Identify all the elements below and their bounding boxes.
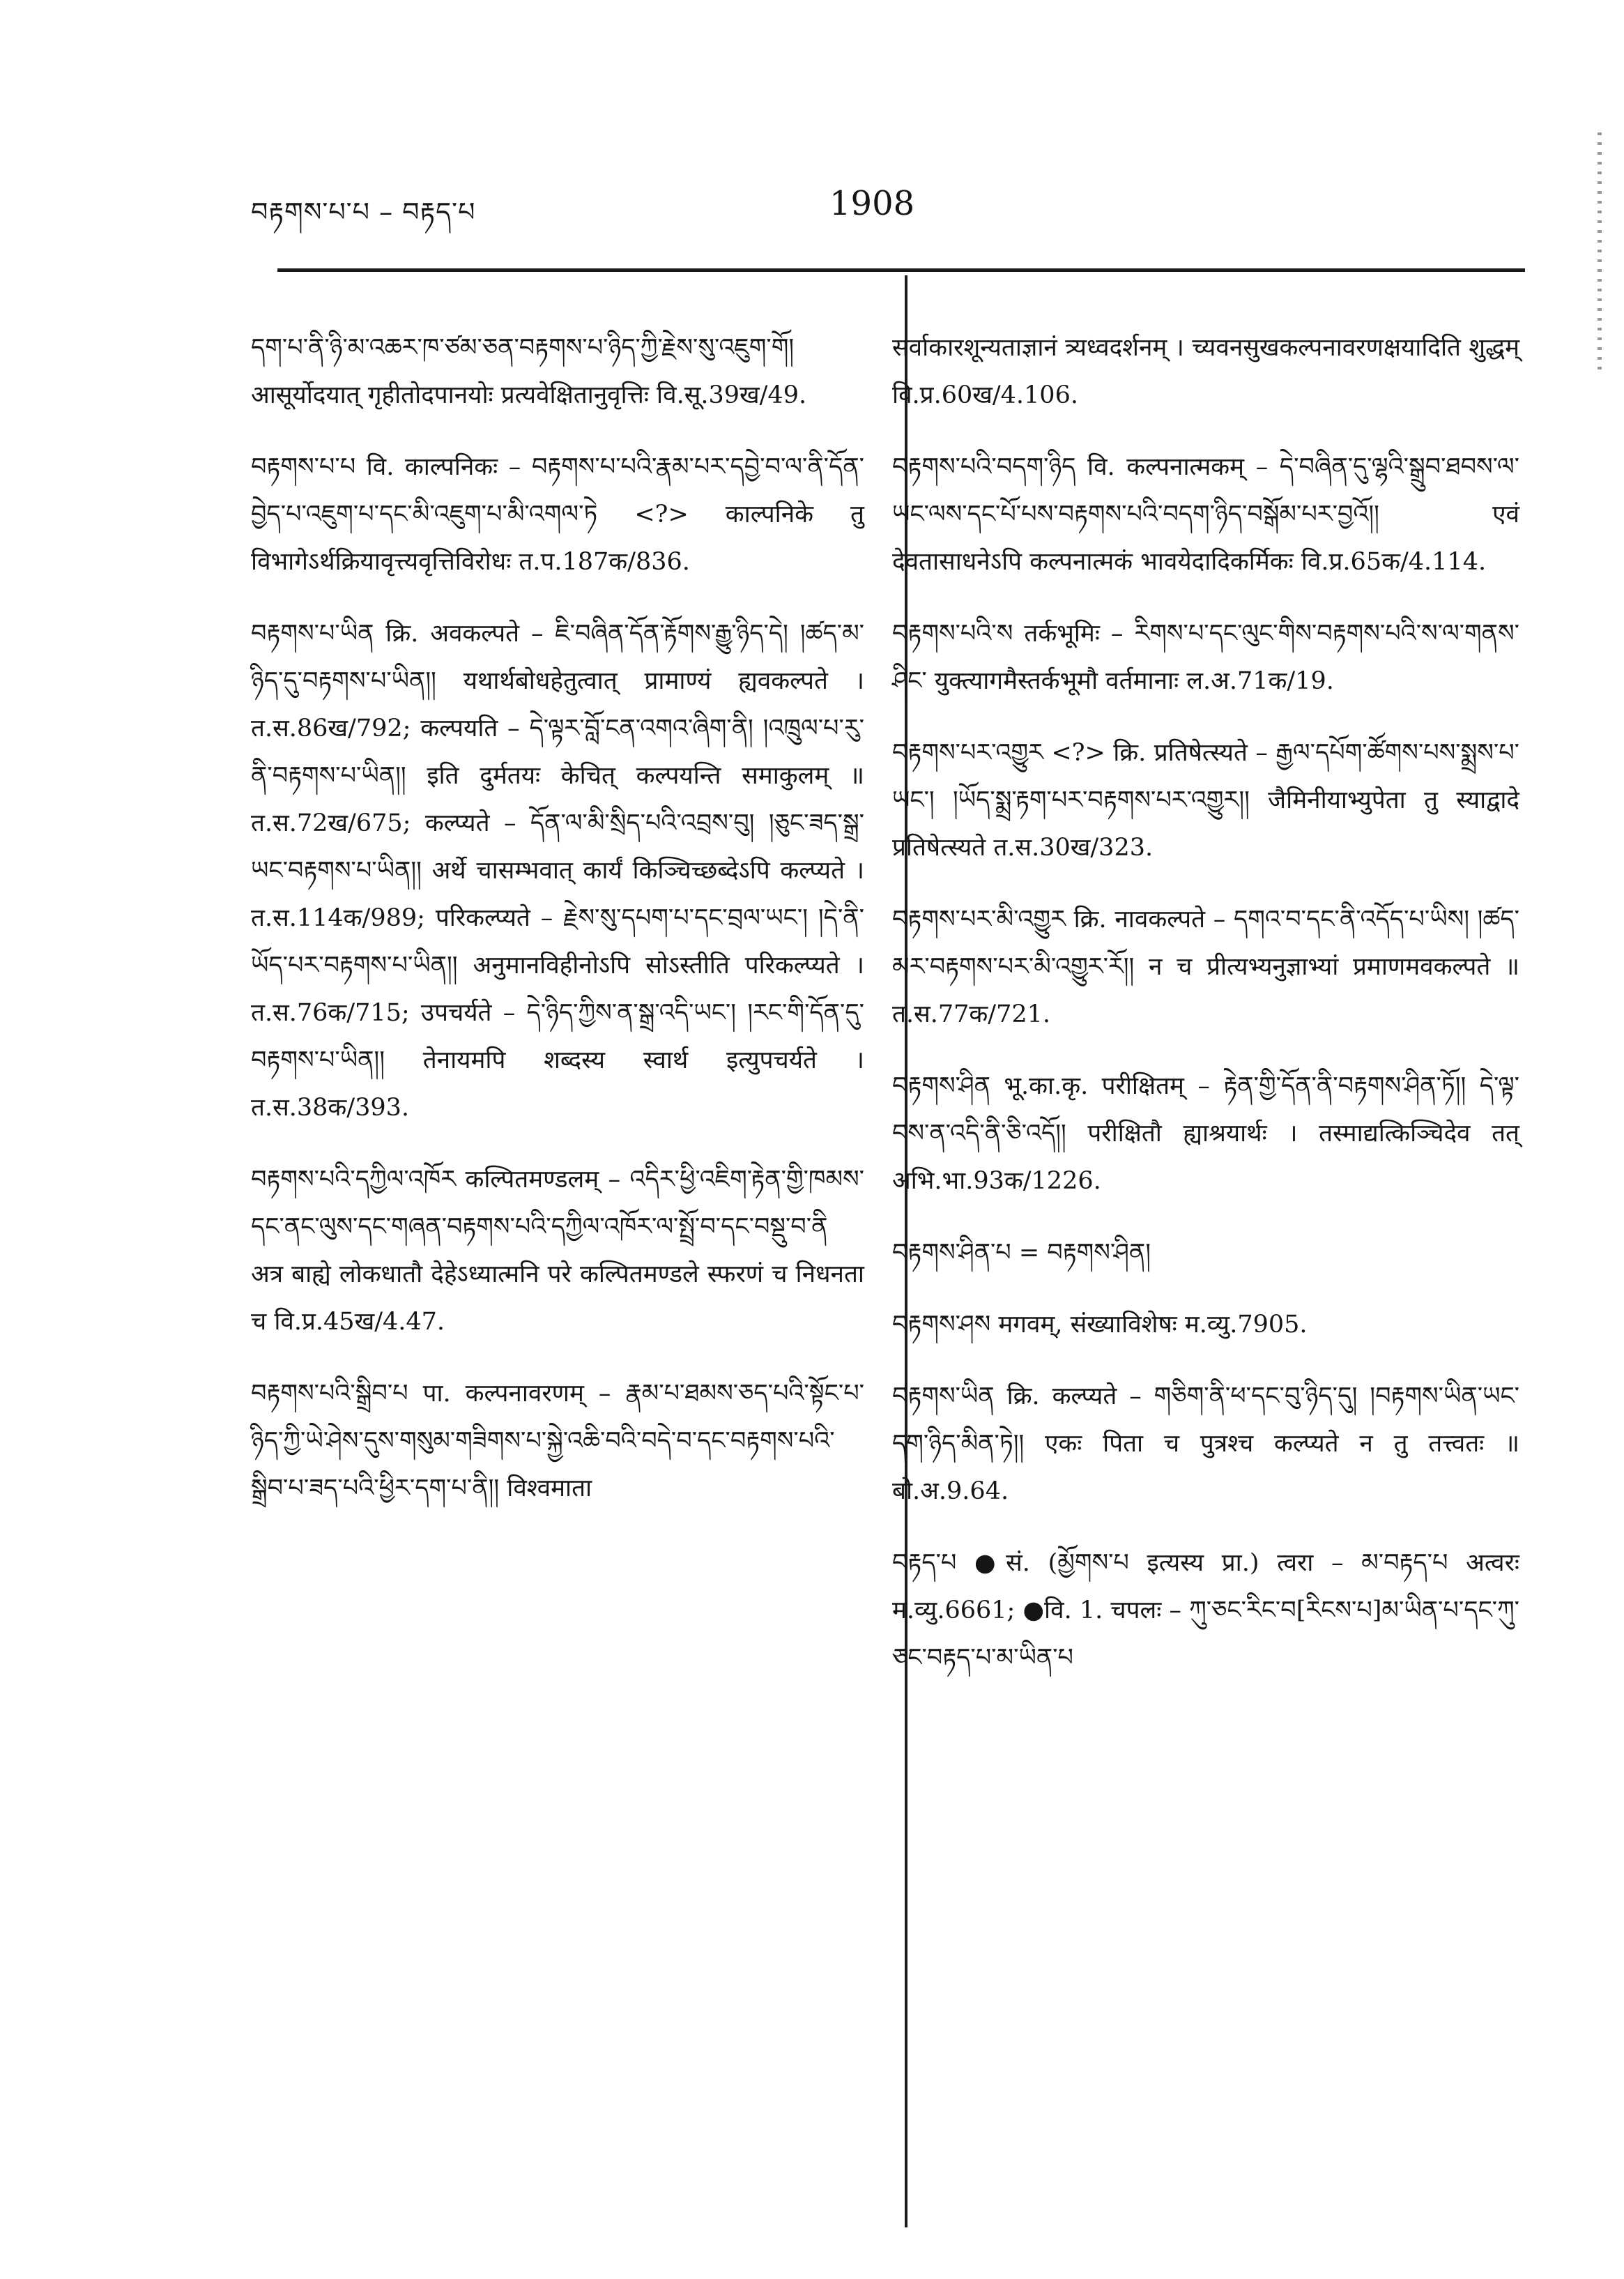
entry: བརྟགས་པ་ཡིན क्रि. अवकल्पते – ཇི་བཞིན་དོན་རྟོགས་རྒྱུ་ཉིད་དེ། །ཚད་མ་ཉིད་དུ་བརྟགས་པ་ཡིན།། यथार्थबोधहेतुत्वात् प्रामाण्यं ह्यवकल्पते । त.स.86ख/792; कल्पयति – དེ་ལྟར་བློ་ངན་འགའ་ཞིག་ནི། །འཁྲུལ་པ་རུ་ནི་བརྟགས་པ་ཡིན།། इति दुर्मतयः केचित् कल्पयन्ति समाकुलम् ॥ त.स.72ख/675; कल्प्यते – དོན་ལ་མི་སྲིད་པའི་འབྲས་བུ། །ཅུང་ཟད་སྒྲ་ཡང་བརྟགས་པ་ཡིན།། अर्थे चासम्भवात् कार्यं किञ्चिच्छब्देऽपि कल्प्यते । त.स.114क/989; परिकल्प्यते – རྗེས་སུ་དཔག་པ་དང་བྲལ་ཡང་། །དེ་ནི་ཡོད་པར་བརྟགས་པ་ཡིན།། अनुमानविहीनोऽपि सोऽस्तीति परिकल्प्यते । त.स.76क/715; उपचर्यते – དེ་ཉིད་ཀྱིས་ན་སྒྲ་འདི་ཡང་། །རང་གི་དོན་དུ་བརྟགས་པ་ཡིན།། तेनायमपि शब्दस्य स्वार्थ इत्युपचर्यते । त.स.38क/393.: [251, 620, 864, 1122]
entry: བརྟགས་པའི་སྒྲིབ་པ पा. कल्पनावरणम् – རྣམ་པ་ཐམས་ཅད་པའི་སྟོང་པ་ཉིད་ཀྱི་ཡེ་ཤེས་དུས་གསུམ་གཟིགས་པ་སྐྱེ་འཆི་བའི་བདེ་བ་དང་བརྟགས་པའི་སྒྲིབ་པ་ཟད་པའི་ཕྱིར་དག་པ་ནི།། विश्वमाता: [251, 1380, 864, 1502]
running-head: བརྟགས་པ་པ – བརྟད་པ: [251, 197, 476, 227]
scan-edge-mark: [1598, 132, 1602, 369]
entry: བརྟད་པ ●सं. (མྱོགས་པ इत्यस्य प्रा.) त्वरा – མ་བརྟད་པ अत्वरः म.व्यु.6661; ●वि. 1. चपलः – ཀུ་ཅང་རིང་བ[རིངས་པ]མ་ཡིན་པ་དང་ཀུ་ཅང་བརྟད་པ་མ་ཡིན་པ: [892, 1549, 1519, 1672]
entry: བརྟགས་པ་པ वि. काल्पनिकः – བརྟགས་པ་པའི་རྣམ་པར་དབྱེ་བ་ལ་ནི་དོན་བྱེད་པ་འཇུག་པ་དང་མི་འཇུག་པ་མི་འགལ་ཏེ <?> काल्पनिके तु विभागेऽर्थक्रियावृत्त्यवृत्तिविरोधः त.प.187क/836.: [251, 453, 864, 576]
right-column: [892, 300, 1519, 1697]
top-rule: [277, 268, 1525, 272]
page-number: 1908: [829, 184, 915, 223]
entry: བརྟགས་པའི་དཀྱིལ་འཁོར कल्पितमण्डलम् – འདིར་ཕྱི་འཇིག་རྟེན་གྱི་ཁམས་དང་ནང་ལུས་དང་གཞན་བརྟགས་པའི་དཀྱིལ་འཁོར་ལ་སྤྲོ་བ་དང་བསྡུ་བ་ནི अत्र बाह्ये लोकधातौ देहेऽध्यात्मनि परे कल्पितमण्डले स्फरणं च निधनता च वि.प्र.45ख/4.47.: [251, 1166, 864, 1336]
entry-continuation: सर्वाकारशून्यताज्ञानं त्र्यध्वदर्शनम् । च्यवनसुखकल्पनावरणक्षयादिति शुद्धम् वि.प्र.60ख/4.106.: [892, 334, 1519, 409]
entry: བརྟགས་པའི་བདག་ཉིད वि. कल्पनात्मकम् – དེ་བཞིན་དུ་ལྷའི་སྒྲུབ་ཐབས་ལ་ཡང་ལས་དང་པོ་པས་བརྟགས་པའི་བདག་ཉིད་བསྒོམ་པར་བྱའོ།། एवं देवतासाधनेऽपि कल्पनात्मकं भावयेदादिकर्मिकः वि.प्र.65क/4.114.: [892, 453, 1519, 576]
entry: བརྟགས་ཡིན क्रि. कल्प्यते – གཅིག་ནི་ཕ་དང་བུ་ཉིད་དུ། །བརྟགས་ཡིན་ཡང་དག་ཉིད་མིན་ཏེ།། एकः पिता च पुत्रश्च कल्प्यते न तु तत्त्वतः ॥ बो.अ.9.64.: [892, 1382, 1519, 1505]
entry: བརྟགས་ཤིན भू.का.कृ. परीक्षितम् – རྟེན་གྱི་དོན་ནི་བརྟགས་ཤིན་ཏོ།། དེ་ལྟ་བས་ན་འདི་ནི་ཅི་འདོ།། परीक्षितौ ह्याश्रयार्थः । तस्माद्यत्किञ्चिदेव तत् अभि.भा.93क/1226.: [892, 1072, 1519, 1195]
entry: བརྟགས་པར་མི་འགྱུར क्रि. नावकल्पते – དགའ་བ་དང་ནི་འདོད་པ་ཡིས། །ཚད་མར་བརྟགས་པར་མི་འགྱུར་རོ།། न च प्रीत्यभ्यनुज्ञाभ्यां प्रमाणमवकल्पते ॥ त.स.77क/721.: [892, 906, 1519, 1028]
entry: བརྟགས་ཤས मगवम्, संख्याविशेषः म.व्यु.7905.: [892, 1311, 1308, 1339]
entry: བརྟགས་པར་འགྱུར <?> क्रि. प्रतिषेत्स्यते – རྒྱལ་དཔོག་ཚོགས་པས་སྨྲས་པ་ཡང་། །ཡོད་སྨྲ་རྟག་པར་བརྟགས་པར་འགྱུར།། जैमिनीयाभ्युपेता तु स्याद्वादे प्रतिषेत्स्यते त.स.30ख/323.: [892, 739, 1519, 862]
entry: བརྟགས་པའི་ས तर्कभूमिः – རིགས་པ་དང་ལུང་གིས་བརྟགས་པའི་ས་ལ་གནས་ཤིང་ युक्त्यागमैस्तर्कभूमौ वर्तमानाः ल.अ.71क/19.: [892, 620, 1519, 695]
entry: བརྟགས་ཤིན་པ = བརྟགས་ཤིན།: [892, 1239, 1151, 1267]
entry-continuation: དག་པ་ནི་ཉི་མ་འཆར་ཁ་ཙམ་ཅན་བརྟགས་པ་ཉིད་ཀྱི་རྗེས་སུ་འཇུག་གོ། आसूर्योदयात् गृहीतोदपानयोः प्रत्यवेक्षितानुवृत्तिः वि.सू.39ख/49.: [251, 334, 807, 409]
left-column: [251, 300, 864, 1527]
